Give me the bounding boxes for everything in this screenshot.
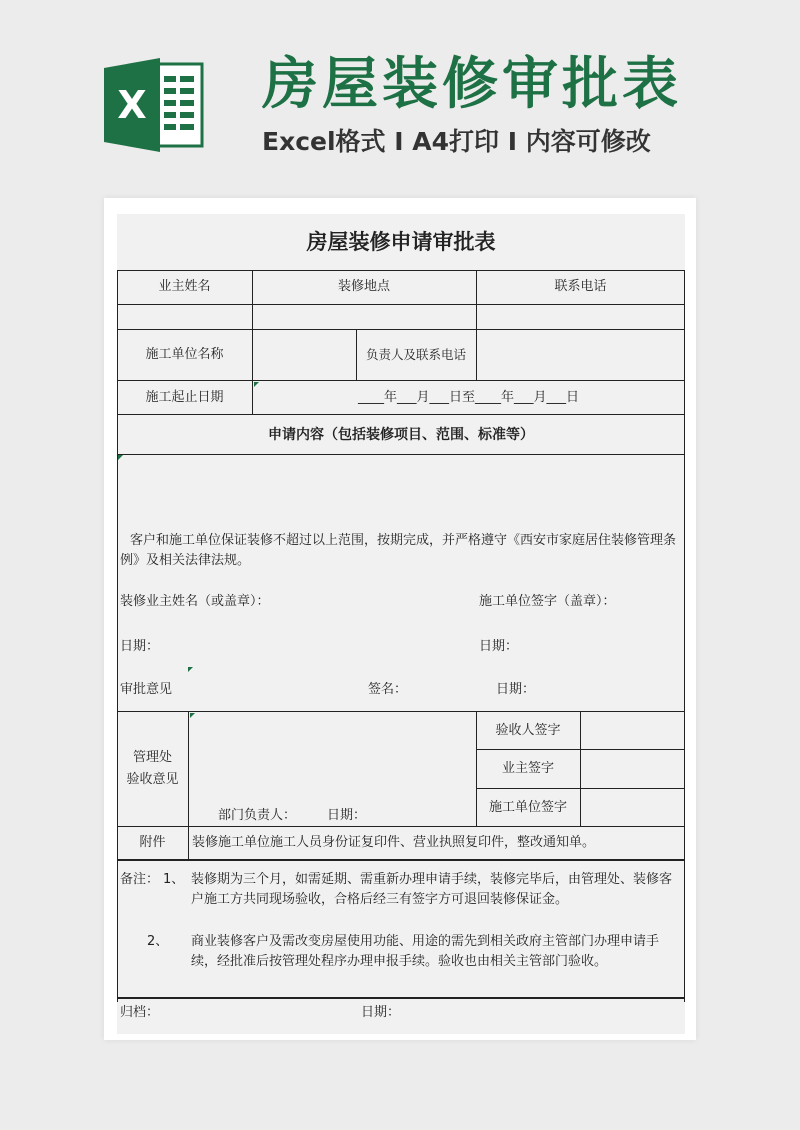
grid-line [117,826,685,827]
date-label-left: 日期： [120,639,160,654]
approval-sign-label: 签名： [368,682,408,697]
manager-label: 负责人及联系电话 [365,347,466,362]
pledge-text: 客户和施工单位保证装修不超过以上范围，按期完成，并严格遵守《西安市家庭居住装修管理条例》及相关法律法规。 [120,533,677,568]
paper [104,198,696,1040]
mgmt-opinion-input[interactable] [189,713,476,793]
owner-sign-short: 业主签字 [501,761,554,776]
note2-text: 商业装修客户及需改变房屋使用功能、用途的需先到相关政府主管部门办理申请手续，经批准后按管理处程序办理申报手续。验收也由相关主管部门验收。 [191,934,660,969]
notes-prefix: 备注： [120,872,160,887]
location-input[interactable] [253,305,476,329]
excel-icon [104,58,204,152]
content-input[interactable] [118,455,684,525]
dept-date-label: 日期： [327,808,367,823]
archive-date-label: 日期： [361,1005,401,1020]
contractor-sign-input[interactable] [581,789,684,826]
owner-sign-input[interactable] [581,750,684,788]
content-label: 申请内容（包括装修项目、范围、标准等） [268,426,534,443]
attach-label: 附件 [139,835,166,850]
logo-letter: X [117,83,147,127]
phone-label: 联系电话 [554,279,607,294]
phone-input[interactable] [477,305,684,329]
location-label: 装修地点 [337,279,390,294]
date-label-right: 日期： [479,639,519,654]
banner-subtitle: Excel格式 I A4打印 I 内容可修改 [262,127,651,156]
cell-marker [254,382,259,387]
attach-text: 装修施工单位施工人员身份证复印件、营业执照复印件，整改通知单。 [192,835,596,850]
cell-marker [188,667,193,672]
approval-label: 审批意见 [120,682,173,697]
contractor-input[interactable] [253,330,356,380]
banner-title: 房屋装修审批表 [262,52,682,117]
owner-name-input[interactable] [118,305,252,329]
form-sheet [117,214,685,1034]
mgmt-label: 管理处 验收意见 [126,750,179,787]
grid-line [117,859,685,861]
owner-name-label: 业主姓名 [158,279,211,294]
contractor-label: 施工单位名称 [145,347,224,362]
excel-logo [104,58,204,152]
contractor-sign-label: 施工单位签字（盖章）： [479,594,616,609]
archive-label: 归档： [120,1005,160,1020]
contractor-sign-short: 施工单位签字 [488,799,567,815]
owner-sign-label: 装修业主姓名（或盖章）： [120,594,270,609]
grid-line [117,997,685,999]
note1-text: 装修期为三个月，如需延期、需重新办理申请手续，装修完毕后，由管理处、装修客户施工方共同现场验收，合格后经三有签字方可退回装修保证金。 [191,872,673,907]
inspector-sign-input[interactable] [581,712,684,749]
manager-input[interactable] [477,330,684,380]
grid-line [188,827,189,859]
approval-date-label: 日期： [496,682,536,697]
dept-head-label: 部门负责人： [218,808,297,823]
note1-num: 1、 [163,872,185,887]
form-title: 房屋装修申请审批表 [306,230,496,254]
note2-num: 2、 [147,934,169,949]
period-value[interactable]: ____年___月___日至____年___月___日 [357,389,579,405]
inspector-sign-label: 验收人签字 [495,722,561,738]
period-label: 施工起止日期 [145,389,224,405]
